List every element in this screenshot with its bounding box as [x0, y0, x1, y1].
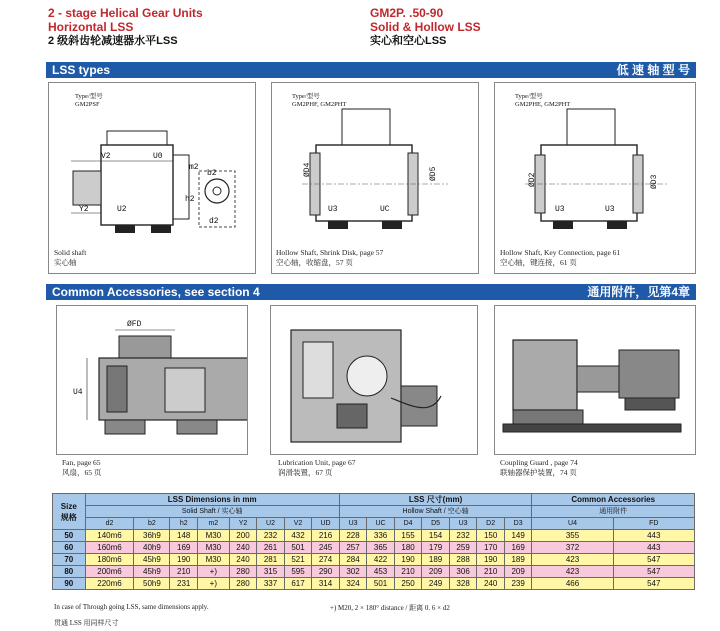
dim-u3: U3: [328, 205, 338, 214]
caption-hollow-shrink-disk: Hollow Shaft, Shrink Disk, page 57 空心轴，收缩盘，57 页: [276, 248, 384, 267]
group-hollow-sub: Hollow Shaft / 空心轴: [339, 506, 532, 518]
section-title: LSS types: [52, 63, 111, 77]
table-cell: 231: [170, 578, 198, 590]
table-cell: 45h9: [134, 554, 170, 566]
model-label: GM2PHE, GM2PHT: [515, 101, 571, 108]
dim-m2: m2: [189, 163, 199, 172]
table-body: [53, 530, 695, 590]
dim-u4: U4: [73, 388, 83, 397]
dimension-table: [52, 493, 695, 590]
table-cell: 50h9: [134, 578, 170, 590]
table-cell: 150: [477, 530, 505, 542]
table-cell: 240: [229, 554, 257, 566]
column-header: UD: [312, 518, 340, 530]
table-cell: 453: [367, 566, 395, 578]
column-header: D5: [422, 518, 450, 530]
table-cell: M30: [197, 530, 229, 542]
table-cell: +): [197, 566, 229, 578]
section-title-cn: 低 速 轴 型 号: [616, 63, 690, 77]
dim-u3-right: U3: [605, 205, 615, 214]
dim-d2: ØD2: [528, 172, 537, 187]
table-cell: 365: [367, 542, 395, 554]
table-cell: 45h9: [134, 566, 170, 578]
section-band-lss-types: [46, 62, 696, 78]
caption-lubrication-unit: Lubrication Unit, page 67 润滑装置，67 页: [278, 458, 356, 477]
table-cell: 189: [422, 554, 450, 566]
table-cell: 547: [613, 554, 694, 566]
note-through-shaft: In case of Through going LSS, same dimensions apply.: [54, 603, 209, 611]
table-cell: 259: [449, 542, 477, 554]
table-cell: 232: [449, 530, 477, 542]
header-right: [370, 6, 481, 48]
table-cell: 180: [394, 542, 422, 554]
table-cell: 209: [504, 566, 532, 578]
caption-fan: Fan, page 65 风扇，65 页: [62, 458, 102, 477]
table-cell: 314: [312, 578, 340, 590]
group-hollow-title: LSS 尺寸(mm): [339, 494, 532, 506]
table-cell: 170: [477, 542, 505, 554]
table-row: [53, 566, 695, 578]
table-row: [53, 554, 695, 566]
table-cell: 501: [284, 542, 312, 554]
caption-coupling-guard: Coupling Guard , page 74 联轴器保护装置，74 页: [500, 458, 578, 477]
table-row: [53, 578, 695, 590]
hollow-shrink-disk-drawing: [272, 83, 478, 273]
column-header: UC: [367, 518, 395, 530]
table-cell: 200: [229, 530, 257, 542]
table-cell: 240: [477, 578, 505, 590]
group-solid-sub: Solid Shaft / 实心轴: [85, 506, 339, 518]
table-cell: 154: [422, 530, 450, 542]
table-cell: 423: [532, 554, 613, 566]
panel-solid-shaft: [48, 82, 256, 274]
panel-fan: [56, 305, 248, 455]
table-cell: 190: [477, 554, 505, 566]
table-cell: 288: [449, 554, 477, 566]
table-cell: 466: [532, 578, 613, 590]
group-solid-title: LSS Dimensions in mm: [85, 494, 339, 506]
column-header: D4: [394, 518, 422, 530]
model-label: GM2PHF, GM2PHT: [292, 101, 347, 108]
table-cell: 190: [170, 554, 198, 566]
caption-solid-shaft: Solid shaft 实心轴: [54, 248, 87, 267]
table-cell: 337: [257, 578, 285, 590]
table-cell: 220m6: [85, 578, 134, 590]
table-cell: M30: [197, 554, 229, 566]
table-cell: 617: [284, 578, 312, 590]
table-cell: 245: [312, 542, 340, 554]
panel-hollow-key: [494, 82, 696, 274]
table-cell: 240: [229, 542, 257, 554]
section-band-accessories: [46, 284, 696, 300]
header-subtitle: Horizontal LSS: [48, 20, 134, 34]
dim-h2: h2: [185, 195, 195, 204]
table-cell: 547: [613, 578, 694, 590]
header-left: [48, 6, 203, 48]
model-label: GM2PSF: [75, 101, 100, 108]
table-cell: 148: [170, 530, 198, 542]
dim-fd: ØFD: [127, 320, 142, 329]
table-cell: 280: [229, 578, 257, 590]
table-cell: 257: [339, 542, 367, 554]
table-cell: 280: [229, 566, 257, 578]
column-header: U2: [257, 518, 285, 530]
table-cell: 200m6: [85, 566, 134, 578]
table-cell: 324: [339, 578, 367, 590]
dim-y2: Y2: [79, 205, 89, 214]
table-cell: 423: [532, 566, 613, 578]
group-accessories-sub: 通用附件: [532, 506, 695, 518]
column-header: U3: [339, 518, 367, 530]
table-cell: 179: [422, 542, 450, 554]
table-cell: 355: [532, 530, 613, 542]
dim-v2: V2: [101, 152, 111, 161]
dim-u2: U2: [117, 205, 127, 214]
size-header: Size 规格: [53, 494, 86, 530]
table-cell: 501: [367, 578, 395, 590]
table-cell: 169: [504, 542, 532, 554]
shaft-types-cn: 实心和空心LSS: [370, 35, 447, 47]
table-cell: 284: [339, 554, 367, 566]
table-row: [53, 542, 695, 554]
shaft-types: Solid & Hollow LSS: [370, 20, 481, 34]
type-label: Type/型号: [75, 93, 103, 100]
table-cell: 216: [312, 530, 340, 542]
model-range: GM2P. .50-90: [370, 6, 444, 20]
table-cell: 228: [339, 530, 367, 542]
table-cell: 315: [257, 566, 285, 578]
table-cell: 189: [504, 554, 532, 566]
section-title-cn: 通用附件，见第4章: [587, 285, 690, 299]
size-cell: 60: [53, 542, 86, 554]
table-cell: 274: [312, 554, 340, 566]
type-label: Type/型号: [292, 93, 320, 100]
dim-d5: ØD5: [429, 166, 438, 181]
table-cell: 210: [477, 566, 505, 578]
table-cell: 306: [449, 566, 477, 578]
table-cell: 160m6: [85, 542, 134, 554]
table-cell: M30: [197, 542, 229, 554]
table-cell: 290: [312, 566, 340, 578]
table-cell: 249: [422, 578, 450, 590]
table-cell: 149: [504, 530, 532, 542]
table-cell: 261: [257, 542, 285, 554]
table-cell: 281: [257, 554, 285, 566]
table-cell: 169: [170, 542, 198, 554]
column-header: h2: [170, 518, 198, 530]
fan-drawing: [57, 306, 247, 454]
column-header: D2: [477, 518, 505, 530]
table-cell: 432: [284, 530, 312, 542]
header-title: 2 - stage Helical Gear Units: [48, 6, 203, 20]
table-cell: 328: [449, 578, 477, 590]
table-cell: 443: [613, 542, 694, 554]
dim-b2: b2: [207, 169, 217, 178]
column-header: U3: [449, 518, 477, 530]
lubrication-unit-drawing: [271, 306, 477, 454]
note-through-shaft-cn: 贯通 LSS 用同样尺寸: [54, 619, 119, 627]
dim-d2: d2: [209, 217, 219, 226]
dim-u3: U3: [555, 205, 565, 214]
dim-u0: U0: [153, 152, 163, 161]
table-cell: 521: [284, 554, 312, 566]
column-header: Y2: [229, 518, 257, 530]
dim-d4: ØD4: [303, 162, 312, 177]
header-subtitle-cn: 2 级斜齿轮减速器水平LSS: [48, 35, 178, 47]
note-m20: +) M20, 2 × 180° distance / 距离 0. 6 × d2: [330, 604, 450, 612]
table-cell: 40h9: [134, 542, 170, 554]
table-row: [53, 530, 695, 542]
column-header: m2: [197, 518, 229, 530]
table-cell: 180m6: [85, 554, 134, 566]
table-cell: 210: [170, 566, 198, 578]
type-label: Type/型号: [515, 93, 543, 100]
table-cell: 443: [613, 530, 694, 542]
table-cell: 210: [394, 566, 422, 578]
hollow-key-drawing: [495, 83, 695, 273]
table-cell: 140m6: [85, 530, 134, 542]
panel-coupling-guard: [494, 305, 696, 455]
size-cell: 90: [53, 578, 86, 590]
panel-lubrication-unit: [270, 305, 478, 455]
table-cell: 336: [367, 530, 395, 542]
table-cell: 595: [284, 566, 312, 578]
column-header: FD: [613, 518, 694, 530]
table-cell: 239: [504, 578, 532, 590]
table-cell: 547: [613, 566, 694, 578]
table-cell: 232: [257, 530, 285, 542]
size-cell: 70: [53, 554, 86, 566]
dim-uc: UC: [380, 205, 390, 214]
column-header: d2: [85, 518, 134, 530]
table-cell: 250: [394, 578, 422, 590]
solid-shaft-drawing: [49, 83, 255, 273]
table-cell: +): [197, 578, 229, 590]
table-cell: 36h9: [134, 530, 170, 542]
group-accessories-title: Common Accessories: [532, 494, 695, 506]
column-header: D3: [504, 518, 532, 530]
table-cell: 372: [532, 542, 613, 554]
column-header: b2: [134, 518, 170, 530]
section-title: Common Accessories, see section 4: [52, 285, 260, 299]
table-cell: 302: [339, 566, 367, 578]
dim-d3: ØD3: [650, 174, 659, 189]
table-cell: 422: [367, 554, 395, 566]
table-cell: 155: [394, 530, 422, 542]
size-cell: 50: [53, 530, 86, 542]
table-cell: 209: [422, 566, 450, 578]
size-cell: 80: [53, 566, 86, 578]
coupling-guard-drawing: [495, 306, 695, 454]
column-header: V2: [284, 518, 312, 530]
table-cell: 190: [394, 554, 422, 566]
column-header: U4: [532, 518, 613, 530]
caption-hollow-key: Hollow Shaft, Key Connection, page 61 空心轴，键连接，61 页: [500, 248, 621, 267]
column-headers: [53, 518, 695, 530]
panel-hollow-shrink-disk: [271, 82, 479, 274]
